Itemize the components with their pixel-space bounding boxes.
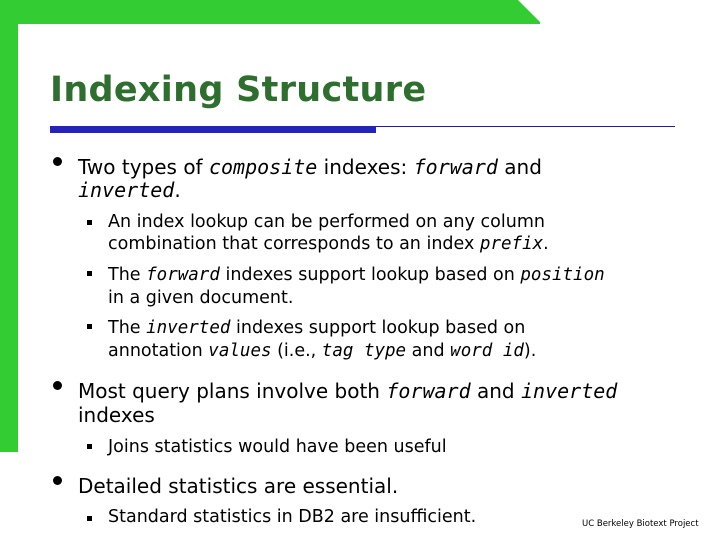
text-run: indexes bbox=[78, 403, 155, 427]
sub-bullet-1-1-line-1 bbox=[108, 211, 545, 233]
top-green-bar-corner bbox=[518, 0, 542, 24]
text-run: indexes: bbox=[317, 155, 414, 179]
text-run-italic: prefix bbox=[479, 234, 544, 254]
sub-bullet-1-1-marker bbox=[87, 220, 92, 225]
text-run: ). bbox=[523, 341, 537, 361]
text-run: and bbox=[470, 379, 521, 403]
text-run: The bbox=[108, 318, 147, 338]
text-run-italic: word id bbox=[450, 341, 524, 361]
text-run: indexes support lookup based on bbox=[230, 318, 526, 338]
sub-bullet-1-2-marker bbox=[87, 271, 92, 276]
text-run: in a given document. bbox=[108, 288, 294, 308]
text-run: Joins statistics would have been useful bbox=[108, 437, 447, 457]
text-run-italic: forward bbox=[146, 265, 220, 285]
top-green-bar bbox=[0, 0, 540, 24]
bullet-2-line-2 bbox=[78, 404, 155, 426]
sub-bullet-2-1-marker bbox=[87, 444, 92, 449]
footer-credit: UC Berkeley Biotext Project bbox=[582, 519, 699, 529]
title-underline-thick bbox=[50, 126, 376, 133]
text-run: An index lookup can be performed on any column bbox=[108, 212, 545, 232]
text-run-italic: composite bbox=[208, 155, 318, 179]
sub-bullet-3-1-marker bbox=[87, 516, 92, 521]
left-green-bar bbox=[0, 0, 18, 452]
text-run: Detailed statistics are essential. bbox=[78, 474, 399, 498]
text-run-italic: inverted bbox=[78, 178, 175, 202]
bullet-3-line-1 bbox=[78, 475, 398, 497]
sub-bullet-1-2-line-1 bbox=[108, 264, 605, 286]
text-run: indexes support lookup based on bbox=[219, 265, 521, 285]
slide-title: Indexing Structure bbox=[50, 70, 427, 110]
bullet-2-marker bbox=[53, 381, 62, 390]
sub-bullet-3-1-line-1 bbox=[108, 506, 476, 528]
text-run: Most query plans involve both bbox=[78, 379, 387, 403]
bullet-1-line-1 bbox=[78, 156, 542, 178]
sub-bullet-1-3-marker bbox=[87, 324, 92, 329]
text-run: annotation bbox=[108, 341, 209, 361]
bullet-2-line-1 bbox=[78, 380, 617, 402]
sub-bullet-1-3-line-1 bbox=[108, 317, 525, 339]
sub-bullet-1-1-line-2 bbox=[108, 233, 549, 255]
text-run: and bbox=[406, 341, 451, 361]
sub-bullet-1-2-line-2 bbox=[108, 287, 293, 309]
text-run: . bbox=[174, 178, 181, 202]
bullet-1-line-2 bbox=[78, 179, 181, 201]
text-run: . bbox=[543, 234, 549, 254]
text-run: (i.e., bbox=[271, 341, 322, 361]
text-run-italic: position bbox=[520, 265, 605, 285]
bullet-3-marker bbox=[53, 476, 62, 485]
sub-bullet-1-3-line-2 bbox=[108, 340, 536, 362]
text-run: and bbox=[497, 155, 542, 179]
text-run-italic: forward bbox=[386, 379, 471, 403]
text-run-italic: inverted bbox=[146, 318, 231, 338]
sub-bullet-2-1-line-1 bbox=[108, 436, 447, 458]
text-run-italic: values bbox=[208, 341, 272, 361]
text-run-italic: inverted bbox=[520, 379, 618, 403]
bullet-1-marker bbox=[53, 157, 62, 166]
text-run: The bbox=[108, 265, 147, 285]
text-run: combination that corresponds to an index bbox=[108, 234, 480, 254]
text-run-italic: forward bbox=[413, 155, 498, 179]
text-run: Standard statistics in DB2 are insufficient. bbox=[108, 507, 477, 527]
text-run-italic: tag type bbox=[321, 341, 407, 361]
text-run: Two types of bbox=[78, 155, 209, 179]
